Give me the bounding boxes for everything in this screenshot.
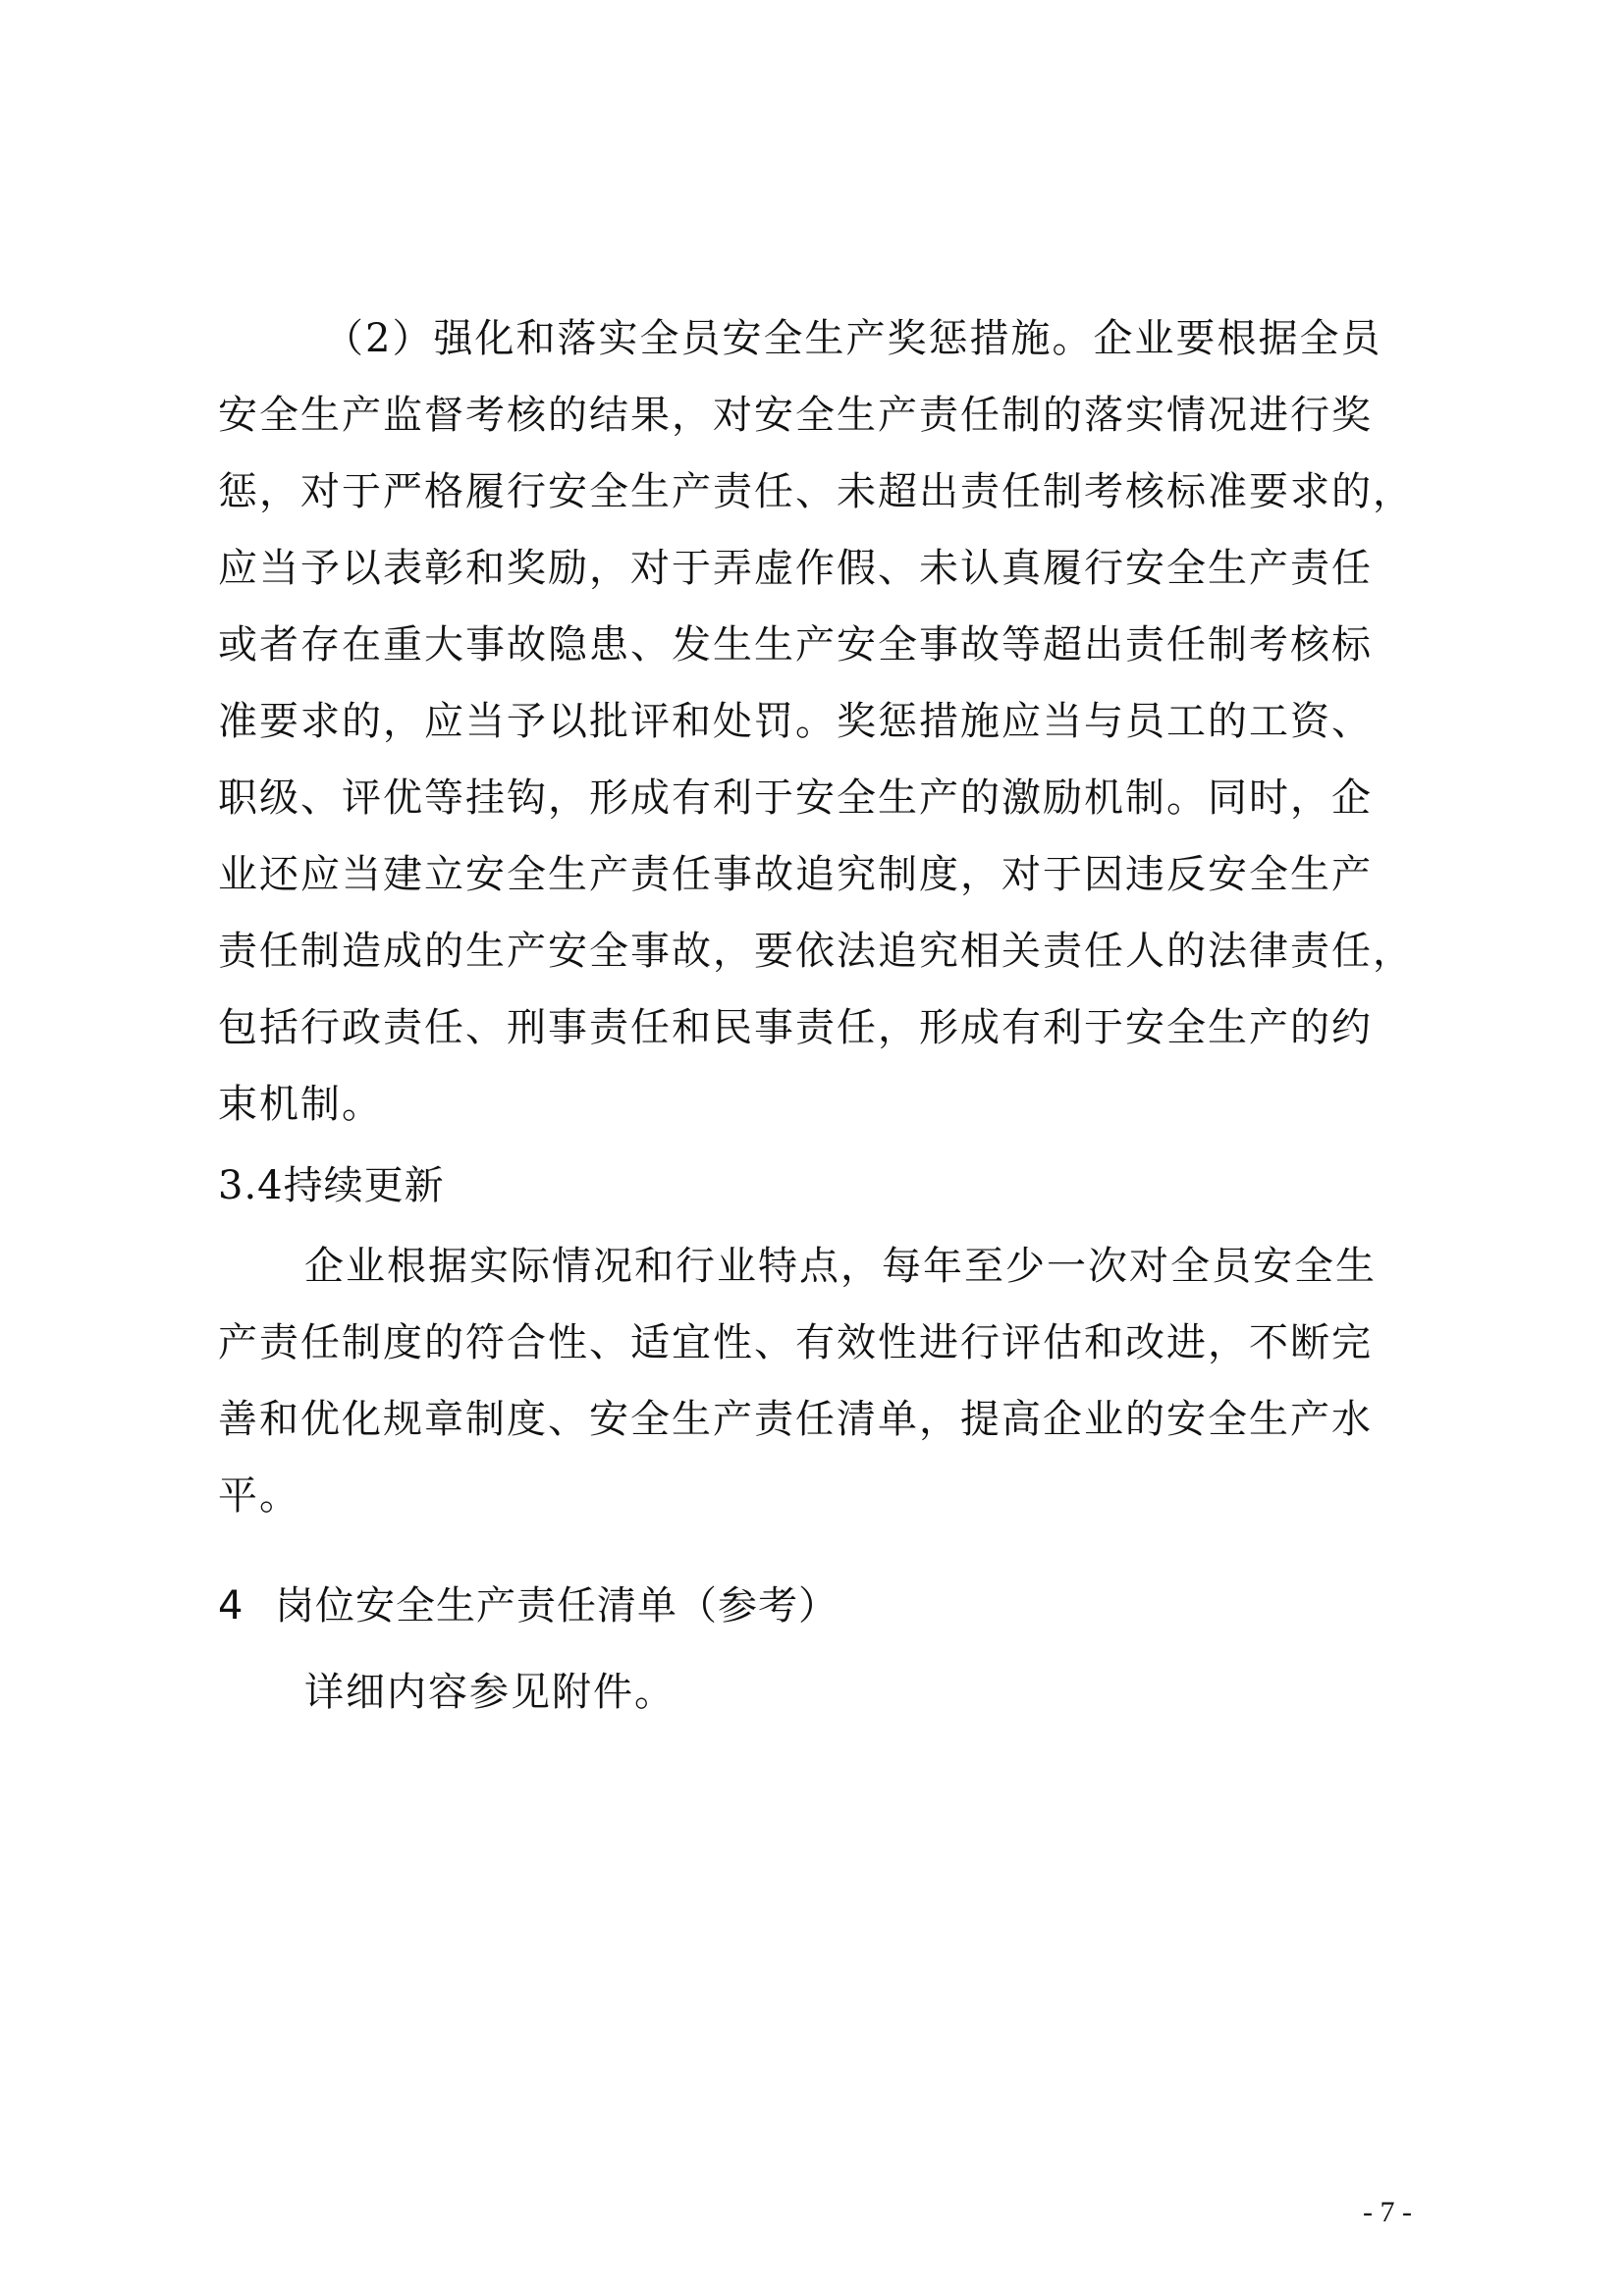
section-number: 4 — [218, 1583, 244, 1629]
paragraph-line: 或者存在重大事故隐患、发生生产安全事故等超出责任制考核标 — [218, 622, 1373, 667]
paragraph-line: 束机制。 — [218, 1082, 383, 1127]
paragraph-line: 包括行政责任、刑事责任和民事责任，形成有利于安全生产的约 — [218, 1005, 1373, 1050]
paragraph-line: 准要求的，应当予以批评和处罚。奖惩措施应当与员工的工资、 — [218, 699, 1373, 744]
paragraph-line: 企业根据实际情况和行业特点，每年至少一次对全员安全生 — [304, 1244, 1377, 1289]
paragraph-line: 善和优化规章制度、安全生产责任清单，提高企业的安全生产水 — [218, 1397, 1373, 1442]
paragraph-line: 产责任制度的符合性、适宜性、有效性进行评估和改进，不断完 — [218, 1320, 1373, 1365]
paragraph-line: 惩，对于严格履行安全生产责任、未超出责任制考核标准要求的， — [218, 469, 1414, 514]
paragraph-line: 平。 — [218, 1473, 300, 1519]
paragraph-line: 责任制造成的生产安全事故，要依法追究相关责任人的法律责任， — [218, 929, 1414, 974]
section-heading-3-4: 3.4持续更新 — [218, 1163, 445, 1208]
paragraph-line: 职级、评优等挂钩，形成有利于安全生产的激励机制。同时，企 — [218, 775, 1373, 821]
paragraph-line: 安全生产监督考核的结果，对安全生产责任制的落实情况进行奖 — [218, 393, 1373, 438]
page-number: - 7 - — [1363, 2196, 1412, 2228]
paragraph-line: 业还应当建立安全生产责任事故追究制度，对于因违反安全生产 — [218, 852, 1373, 897]
paragraph-line: （2）强化和落实全员安全生产奖惩措施。企业要根据全员 — [324, 316, 1382, 361]
paragraph-line: 详细内容参见附件。 — [304, 1670, 676, 1715]
section-heading-4 — [218, 1578, 839, 1633]
paragraph-line: 应当予以表彰和奖励，对于弄虚作假、未认真履行安全生产责任 — [218, 546, 1373, 591]
section-title: 岗位安全生产责任清单（参考） — [275, 1583, 839, 1629]
